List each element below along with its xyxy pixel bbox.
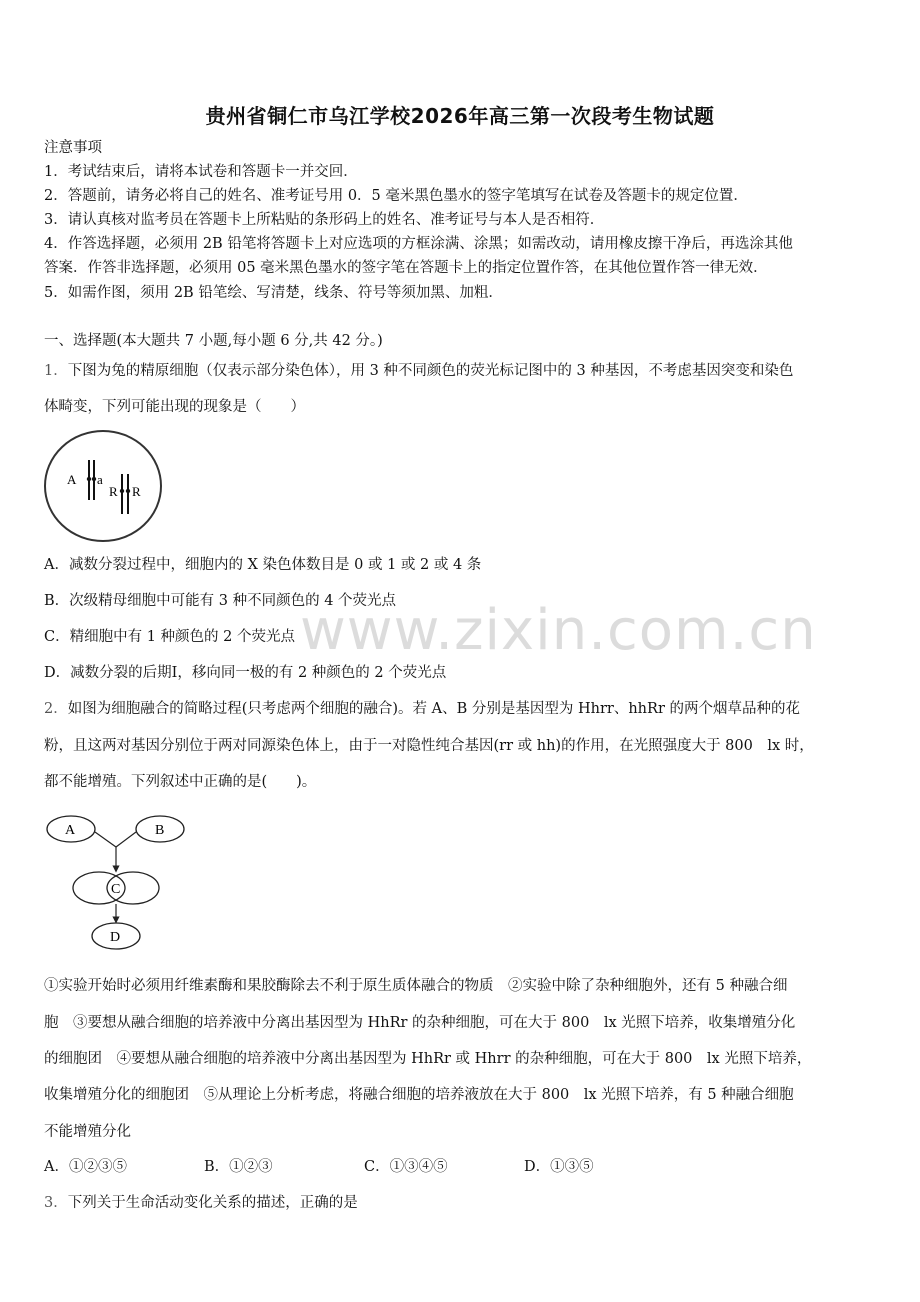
choice-c: C．①③④⑤ [364,1159,448,1175]
question-2-line: 粉，且这两对基因分别位于两对同源染色体上，由于一对隐性纯合基因(rr 或 hh)的作用，在光照强度大于 800 lx 时， [44,738,814,754]
notice-line: 5．如需作图，须用 2B 铅笔绘、写清楚，线条、符号等须加黑、加粗． [44,285,503,301]
notice-line: 答案．作答非选择题，必须用 05 毫米黑色墨水的签字笔在答题卡上的指定位置作答，在其他位置作答一律无效． [44,260,768,276]
notice-line: 2．答题前，请务必将自己的姓名、准考证号用 0．5 毫米黑色墨水的签字笔填写在试卷及答题卡的规定位置． [44,188,748,204]
option-a: A．减数分裂过程中，细胞内的 X 染色体数目是 0 或 1 或 2 或 4 条 [44,557,482,573]
gene-label-A: A [67,472,77,487]
cell-fusion-figure [44,812,190,954]
question-text: 下列关于生命活动变化关系的描述，正确的是 [67,1195,358,1211]
page-title: 贵州省铜仁市乌江学校2026年高三第一次段考生物试题 [205,104,715,128]
option-d: D．减数分裂的后期Ⅰ，移向同一极的有 2 种颜色的 2 个荧光点 [44,665,447,681]
cell-label-C: C [111,882,121,897]
notice-line: 1．考试结束后，请将本试卷和答题卡一并交回． [44,164,358,180]
question-2-line [44,699,800,719]
choice-d: D．①③⑤ [524,1159,594,1175]
gene-label-R2: R [132,484,141,499]
question-number: 2． [44,701,68,717]
statement-line: ①实验开始时必须用纤维素酶和果胶酶除去不利于原生质体融合的物质 ②实验中除了杂种细胞外，还有 5 种融合细 [44,978,788,994]
cell-label-D: D [110,930,121,945]
question-text: 如图为细胞融合的简略过程(只考虑两个细胞的融合)。若 A、B 分别是基因型为 Hhrr、hhRr 的两个烟草品种的花 [67,701,800,717]
option-b: B．次级精母细胞中可能有 3 种不同颜色的 4 个荧光点 [44,593,397,609]
choice-a: A．①②③⑤ [44,1159,127,1175]
notice-heading: 注意事项 [44,140,102,156]
statement-line: 收集增殖分化的细胞团 ⑤从理论上分析考虑，将融合细胞的培养液放在大于 800 lx 光照下培养，有 5 种融合细胞 [44,1087,794,1103]
chromosome-figure [42,428,166,546]
notice-line: 3．请认真核对监考员在答题卡上所粘贴的条形码上的姓名、准考证号与本人是否相符． [44,212,605,228]
choice-b: B．①②③ [204,1159,273,1175]
section-heading: 一、选择题(本大题共 7 小题,每小题 6 分,共 42 分。) [44,333,383,349]
question-2-line: 都不能增殖。下列叙述中正确的是( )。 [44,774,317,790]
cell-label-B: B [155,823,165,838]
statement-line: 不能增殖分化 [44,1124,131,1140]
question-3-line [44,1193,358,1213]
notice-line: 4．作答选择题，必须用 2B 铅笔将答题卡上对应选项的方框涂满、涂黑；如需改动，请用橡皮擦干净后，再选涂其他 [44,236,793,252]
gene-label-a: a [97,472,103,487]
cell-label-A: A [65,823,76,838]
question-1-line: 体畸变，下列可能出现的现象是（ ） [44,399,305,415]
question-number: 3． [44,1195,68,1211]
statement-line: 的细胞团 ④要想从融合细胞的培养液中分离出基因型为 HhRr 或 Hhrr 的杂种细胞，可在大于 800 lx 光照下培养， [44,1051,812,1067]
watermark: www.zixin.com.cn [300,598,817,663]
question-1-line [44,361,793,381]
question-number: 1． [44,363,68,379]
statement-line: 胞 ③要想从融合细胞的培养液中分离出基因型为 HhRr 的杂种细胞，可在大于 800 lx 光照下培养，收集增殖分化 [44,1015,796,1031]
option-c: C．精细胞中有 1 种颜色的 2 个荧光点 [44,629,295,645]
question-text: 下图为兔的精原细胞（仅表示部分染色体），用 3 种不同颜色的荧光标记图中的 3 种基因，不考虑基因突变和染色 [67,363,794,379]
gene-label-R1: R [109,484,118,499]
